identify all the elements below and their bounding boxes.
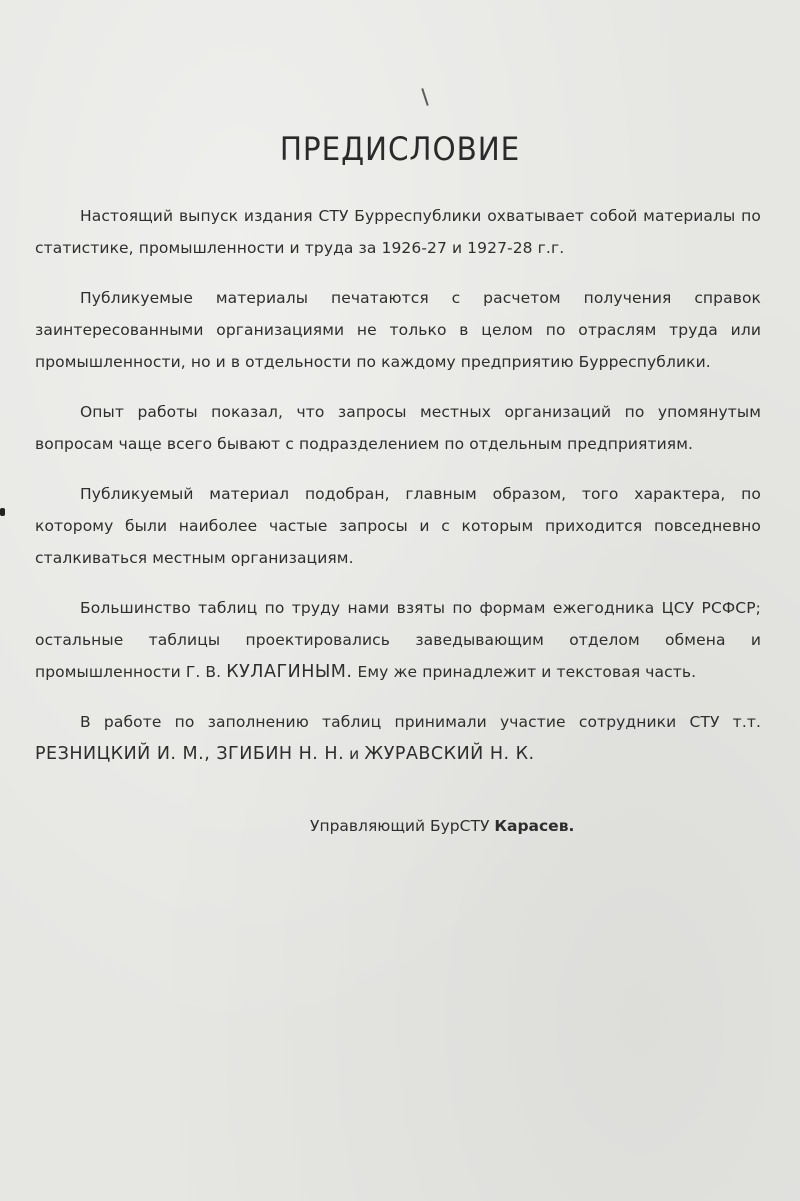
paragraph-2 bbox=[35, 282, 761, 378]
stray-ink-mark bbox=[421, 88, 428, 106]
signature-line bbox=[310, 810, 574, 842]
page-title: ПРЕДИСЛОВИЕ bbox=[279, 130, 521, 168]
paragraph-1 bbox=[35, 200, 761, 264]
paragraph-1-text: Настоящий выпуск издания СТУ Бурреспублики охватывает собой материалы по статистике, промышленности и труда за 1926-27 и 1927-28 г.г. bbox=[35, 207, 761, 257]
paragraph-2-text: Публикуемые материалы печатаются с расчетом получения справок заинтересованными организациями не только в целом по отраслям труда или промышленности, но и в отдельности по каждому предприятию Бурреспублики. bbox=[35, 289, 761, 371]
paragraph-6-names-1: РЕЗНИЦКИЙ И. М., ЗГИБИН Н. Н. bbox=[35, 744, 345, 764]
paragraph-5-text-start: Большинство таблиц по труду нами взяты по формам ежегодника ЦСУ РСФСР; остальные таблицы проектировались заведывающим отделом обмена и промышленности Г. В. bbox=[35, 599, 761, 681]
paragraph-3 bbox=[35, 396, 761, 460]
margin-ink-dot bbox=[0, 508, 5, 516]
signature-position: Управляющий БурСТУ bbox=[310, 817, 495, 835]
paragraph-6-names-2: ЖУРАВСКИЙ Н. К. bbox=[364, 744, 535, 764]
paragraph-5 bbox=[35, 592, 761, 688]
paragraph-4 bbox=[35, 478, 761, 574]
paragraph-5-text-end: Ему же принадлежит и текстовая часть. bbox=[352, 663, 697, 681]
paragraph-5-name: КУЛАГИНЫМ. bbox=[226, 662, 353, 682]
paragraph-6-and: и bbox=[344, 745, 365, 763]
paragraph-4-text: Публикуемый материал подобран, главным образом, того характера, по которому были наиболее частые запросы и с которым приходится повседневно сталкиваться местным организациям. bbox=[35, 485, 761, 567]
paragraph-3-text: Опыт работы показал, что запросы местных организаций по упомянутым вопросам чаще всего бывают с подразделением по отдельным предприятиям. bbox=[35, 403, 761, 453]
paragraph-6-text-start: В работе по заполнению таблиц принимали участие сотрудники СТУ т.т. bbox=[80, 713, 761, 731]
signature-name: Карасев. bbox=[494, 817, 575, 835]
paragraph-6 bbox=[35, 706, 761, 770]
